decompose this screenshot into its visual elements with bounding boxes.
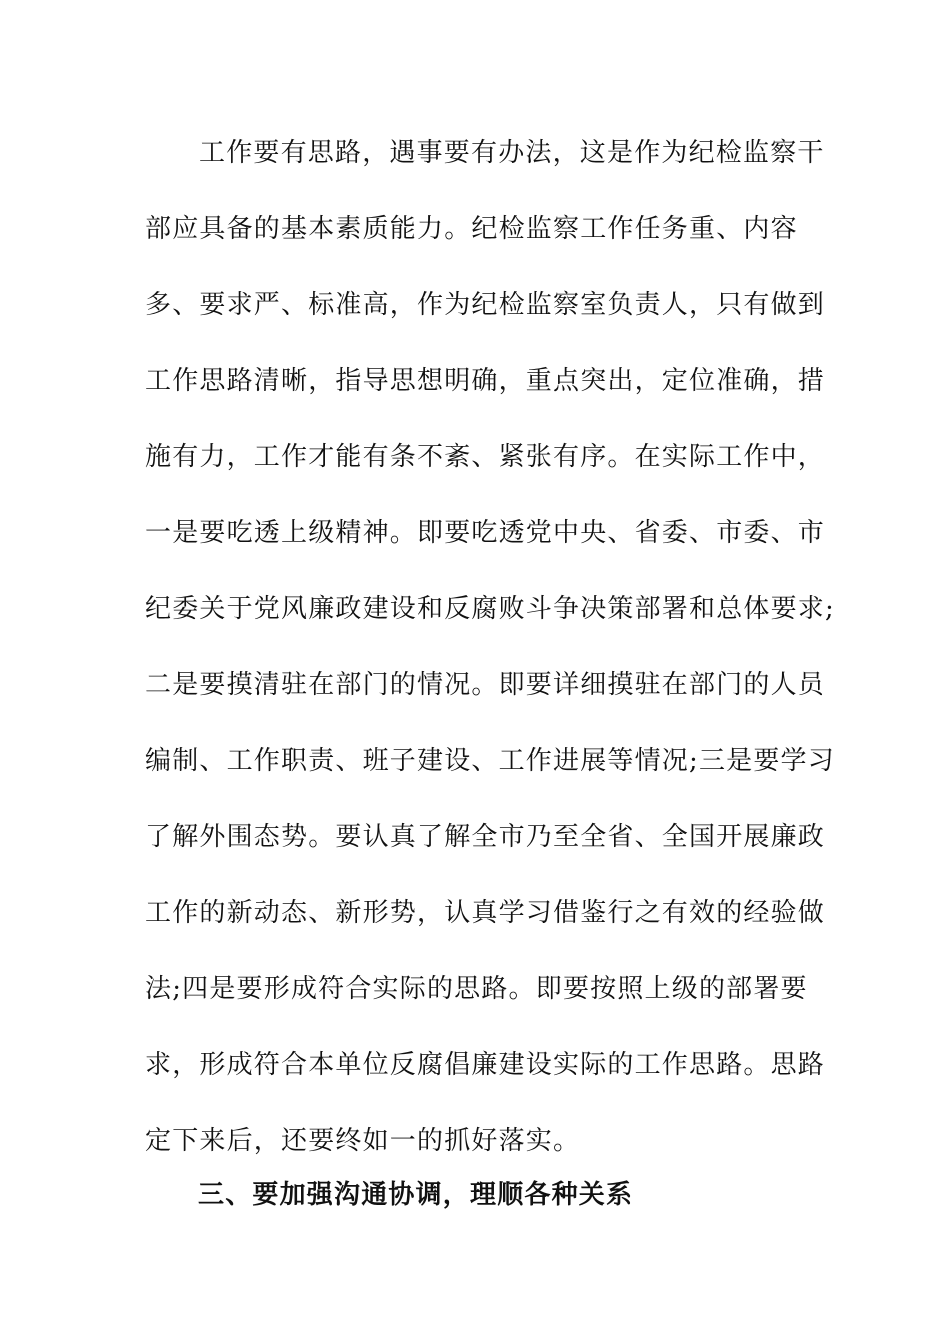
paragraph-line: 多、要求严、标准高，作为纪检监察室负责人，只有做到 xyxy=(145,290,826,320)
paragraph-line: 二是要摸清驻在部门的情况。即要详细摸驻在部门的人员 xyxy=(145,670,826,700)
paragraph-line: 施有力，工作才能有条不紊、紧张有序。在实际工作中， xyxy=(145,442,826,472)
paragraph-line: 纪委关于党风廉政建设和反腐败斗争决策部署和总体要求; xyxy=(145,594,835,624)
section-heading: 三、要加强沟通协调，理顺各种关系 xyxy=(198,1180,634,1210)
paragraph-line: 工作要有思路，遇事要有办法，这是作为纪检监察干 xyxy=(199,138,825,168)
paragraph-line: 定下来后，还要终如一的抓好落实。 xyxy=(145,1126,581,1156)
body-paragraph xyxy=(145,130,835,1194)
paragraph-line: 求，形成符合本单位反腐倡廉建设实际的工作思路。思路 xyxy=(145,1050,826,1080)
paragraph-line: 部应具备的基本素质能力。纪检监察工作任务重、内容 xyxy=(145,214,798,244)
paragraph-line: 工作的新动态、新形势，认真学习借鉴行之有效的经验做 xyxy=(145,898,826,928)
paragraph-line: 编制、工作职责、班子建设、工作进展等情况;三是要学习 xyxy=(145,746,835,776)
paragraph-line: 了解外围态势。要认真了解全市乃至全省、全国开展廉政 xyxy=(145,822,826,852)
paragraph-line: 工作思路清晰，指导思想明确，重点突出，定位准确，措 xyxy=(145,366,826,396)
paragraph-line: 一是要吃透上级精神。即要吃透党中央、省委、市委、市 xyxy=(145,518,826,548)
paragraph-line: 法;四是要形成符合实际的思路。即要按照上级的部署要 xyxy=(145,974,808,1004)
